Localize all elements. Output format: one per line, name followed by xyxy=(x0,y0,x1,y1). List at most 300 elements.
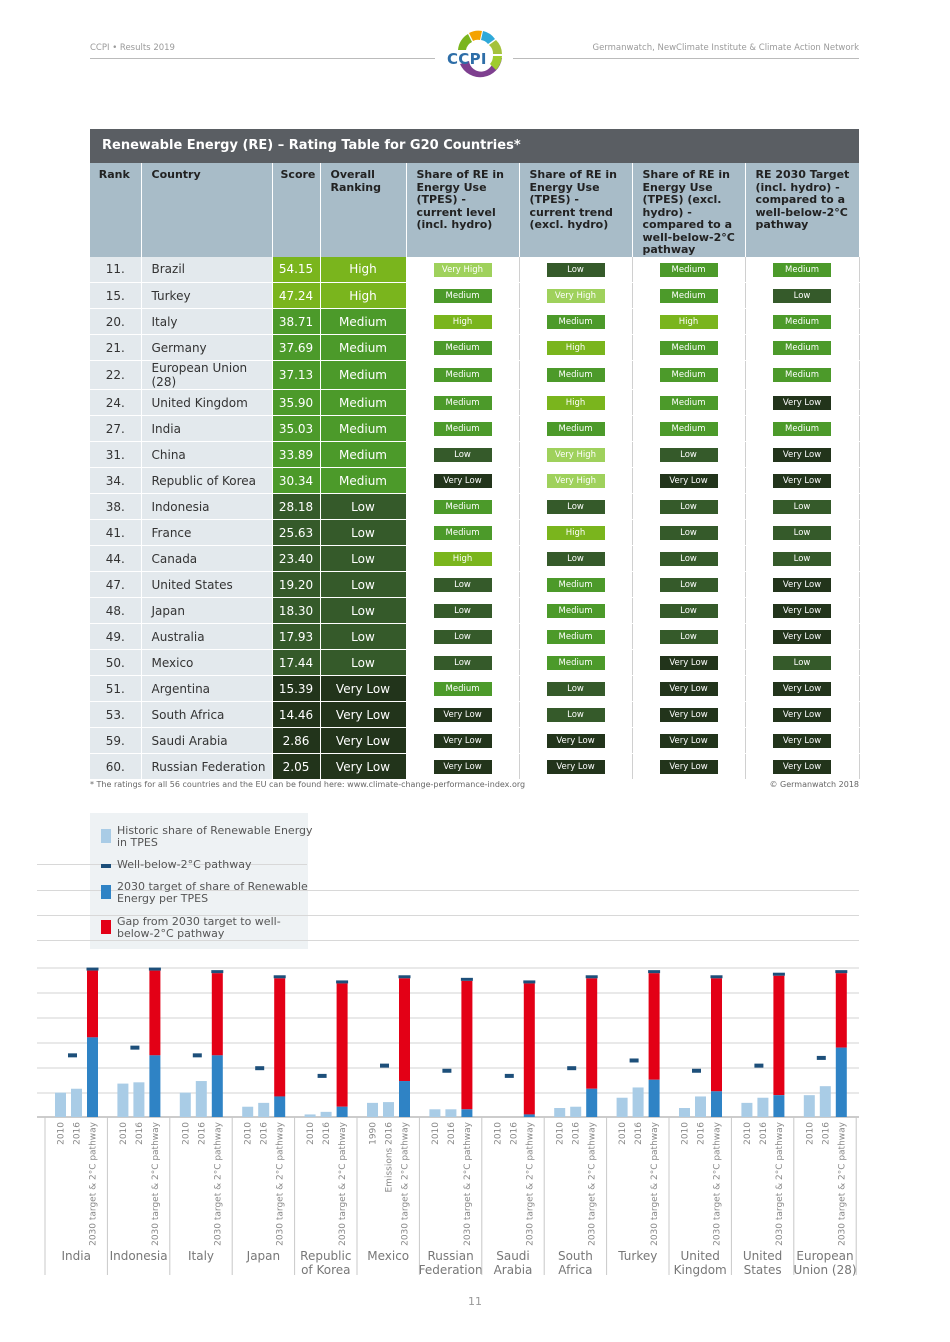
column-header: Score xyxy=(272,163,320,257)
pathway-marker xyxy=(68,1053,77,1057)
score-cell: 17.93 xyxy=(272,624,320,650)
rating-pill: Medium xyxy=(434,682,492,696)
overall-cell: Low xyxy=(320,494,406,520)
score-cell: 19.20 xyxy=(272,572,320,598)
score-cell: 15.39 xyxy=(272,676,320,702)
category-label: United xyxy=(680,1249,720,1263)
rank-cell: 11. xyxy=(90,257,141,283)
bar-label: 2016 xyxy=(134,1122,145,1145)
bar-historic-1 xyxy=(180,1093,191,1117)
category-label: Arabia xyxy=(493,1263,533,1277)
bar-gap xyxy=(87,971,98,1038)
legend-label: Gap from 2030 target to well-below-2°C pathway xyxy=(117,915,281,940)
rating-pill: Very Low xyxy=(660,734,718,748)
pathway-marker xyxy=(505,1074,514,1078)
column-header: Country xyxy=(141,163,272,257)
score-cell: 30.34 xyxy=(272,468,320,494)
rating-pill: Low xyxy=(773,656,831,670)
bar-label: 2010 xyxy=(430,1122,441,1145)
bar-gap xyxy=(524,983,535,1114)
bar-target xyxy=(649,1080,660,1117)
bar-historic-1 xyxy=(55,1093,66,1117)
table-footnote: * The ratings for all 56 countries and the EU can be found here: www.climate-change-performance-index.org xyxy=(90,780,526,789)
score-cell: 2.86 xyxy=(272,728,320,754)
bar-label: 2030 target & 2°C pathway xyxy=(462,1122,473,1246)
rating-pill: Very Low xyxy=(773,604,831,618)
score-cell: 38.71 xyxy=(272,309,320,335)
rank-cell: 60. xyxy=(90,754,141,780)
overall-cell: Low xyxy=(320,598,406,624)
score-cell: 28.18 xyxy=(272,494,320,520)
bar-label: 2030 target & 2°C pathway xyxy=(774,1122,785,1246)
country-cell: Brazil xyxy=(141,257,272,283)
bar-label: 2010 xyxy=(680,1122,691,1145)
rating-pill: Medium xyxy=(434,500,492,514)
rating-pill: Very Low xyxy=(773,682,831,696)
bar-historic-2 xyxy=(633,1087,644,1117)
rating-pill: Medium xyxy=(547,656,605,670)
rating-pill: High xyxy=(434,315,492,329)
bar-target xyxy=(773,1095,784,1117)
pathway-marker xyxy=(754,1064,763,1068)
column-header: Share of RE in Energy Use (TPES) (excl. hydro) - compared to a well-below-2°C pathway xyxy=(632,163,745,257)
pathway-cap xyxy=(835,970,847,973)
country-cell: Russian Federation xyxy=(141,754,272,780)
copyright: © Germanwatch 2018 xyxy=(769,780,859,789)
header-right-text: Germanwatch, NewClimate Institute & Climate Action Network xyxy=(592,43,859,53)
country-cell: Japan xyxy=(141,598,272,624)
rating-pill: Very Low xyxy=(434,734,492,748)
bar-label: 2010 xyxy=(555,1122,566,1145)
rating-pill: High xyxy=(434,552,492,566)
bar-label: 2010 xyxy=(742,1122,753,1145)
rating-pill: Low xyxy=(660,604,718,618)
rating-pill: Very High xyxy=(547,474,605,488)
legend-label: Well-below-2°C pathway xyxy=(117,858,252,871)
rank-cell: 44. xyxy=(90,546,141,572)
column-header: Overall Ranking xyxy=(320,163,406,257)
bar-label: 2030 target & 2°C pathway xyxy=(88,1122,99,1246)
rating-pill: Medium xyxy=(660,341,718,355)
rating-pill: Low xyxy=(434,656,492,670)
rating-pill: High xyxy=(660,315,718,329)
country-cell: Mexico xyxy=(141,650,272,676)
rating-pill: Medium xyxy=(547,422,605,436)
bar-label: 2016 xyxy=(634,1122,645,1145)
pathway-cap xyxy=(461,978,473,981)
country-cell: Germany xyxy=(141,335,272,361)
bar-label: 2016 xyxy=(758,1122,769,1145)
bar-target xyxy=(274,1096,285,1117)
bar-label: 2016 xyxy=(821,1122,832,1145)
rating-pill: Very Low xyxy=(434,474,492,488)
pathway-marker xyxy=(380,1064,389,1068)
pathway-cap xyxy=(711,975,723,978)
pathway-marker xyxy=(630,1058,639,1062)
rating-pill: Medium xyxy=(547,578,605,592)
rating-pill: Very Low xyxy=(660,474,718,488)
bar-label: 2010 xyxy=(243,1122,254,1145)
rating-pill: Very Low xyxy=(547,734,605,748)
bar-historic-1 xyxy=(554,1108,565,1117)
bar-label: 2010 xyxy=(618,1122,629,1145)
rating-pill: Medium xyxy=(660,263,718,277)
bar-target xyxy=(212,1055,223,1117)
column-header: RE 2030 Target (incl. hydro) - compared to a well-below-2°C pathway xyxy=(745,163,859,257)
bar-label: 2016 xyxy=(446,1122,457,1145)
bar-label: 2010 xyxy=(56,1122,67,1145)
pathway-marker xyxy=(567,1066,576,1070)
rank-cell: 50. xyxy=(90,650,141,676)
overall-cell: Medium xyxy=(320,361,406,390)
rating-pill: Medium xyxy=(660,396,718,410)
score-cell: 2.05 xyxy=(272,754,320,780)
category-label: Saudi xyxy=(496,1249,530,1263)
pathway-cap xyxy=(523,980,535,983)
bar-gap xyxy=(274,978,285,1096)
bar-label: 2030 target & 2°C pathway xyxy=(837,1122,848,1246)
score-cell: 17.44 xyxy=(272,650,320,676)
pathway-marker xyxy=(817,1056,826,1060)
bar-label: 2010 xyxy=(306,1122,317,1145)
overall-cell: High xyxy=(320,257,406,283)
rating-pill: Very Low xyxy=(773,448,831,462)
rating-pill: Low xyxy=(773,500,831,514)
bar-historic-2 xyxy=(695,1096,706,1117)
country-cell: Australia xyxy=(141,624,272,650)
rating-pill: Medium xyxy=(547,315,605,329)
bar-historic-2 xyxy=(570,1107,581,1117)
bar-historic-2 xyxy=(383,1102,394,1117)
bar-historic-1 xyxy=(617,1098,628,1117)
pathway-marker xyxy=(442,1069,451,1073)
column-header: Share of RE in Energy Use (TPES) - current level (incl. hydro) xyxy=(406,163,519,257)
rating-pill: Medium xyxy=(434,422,492,436)
rating-pill: Very Low xyxy=(773,734,831,748)
category-label: Kingdom xyxy=(673,1263,727,1277)
rank-cell: 31. xyxy=(90,442,141,468)
bar-label: 2016 xyxy=(509,1122,520,1145)
overall-cell: Low xyxy=(320,520,406,546)
rating-pill: Medium xyxy=(547,368,605,382)
overall-cell: Medium xyxy=(320,442,406,468)
pathway-cap xyxy=(336,980,348,983)
pathway-cap xyxy=(399,975,411,978)
rating-pill: Low xyxy=(660,526,718,540)
rating-pill: Low xyxy=(547,263,605,277)
header-left-text: CCPI • Results 2019 xyxy=(90,43,175,53)
country-cell: European Union (28) xyxy=(141,361,272,390)
score-cell: 37.13 xyxy=(272,361,320,390)
category-label: Italy xyxy=(187,1249,215,1263)
rating-pill: Medium xyxy=(434,526,492,540)
legend-label: 2030 target of share of Renewable Energy per TPES xyxy=(117,880,308,905)
country-cell: Turkey xyxy=(141,283,272,309)
category-label: of Korea xyxy=(301,1263,351,1277)
rank-cell: 41. xyxy=(90,520,141,546)
bar-historic-2 xyxy=(757,1098,768,1117)
category-label: India xyxy=(61,1249,91,1263)
pathway-marker xyxy=(130,1046,139,1050)
rating-pill: Medium xyxy=(773,315,831,329)
rank-cell: 21. xyxy=(90,335,141,361)
bar-label: 2030 target & 2°C pathway xyxy=(275,1122,286,1246)
bar-label: 2010 xyxy=(181,1122,192,1145)
rating-pill: Medium xyxy=(547,604,605,618)
rating-pill: Very High xyxy=(547,289,605,303)
rank-cell: 34. xyxy=(90,468,141,494)
bar-target xyxy=(524,1114,535,1117)
bar-gap xyxy=(212,973,223,1055)
score-cell: 18.30 xyxy=(272,598,320,624)
rating-pill: Medium xyxy=(773,368,831,382)
category-label: Russian xyxy=(427,1249,474,1263)
rating-pill: Very Low xyxy=(660,656,718,670)
bar-label: 1990 xyxy=(368,1122,379,1145)
pathway-cap xyxy=(586,975,598,978)
bar-target xyxy=(337,1107,348,1117)
bar-label: 2016 xyxy=(259,1122,270,1145)
rating-pill: Low xyxy=(660,448,718,462)
overall-cell: Very Low xyxy=(320,728,406,754)
rating-pill: Very Low xyxy=(773,630,831,644)
overall-cell: Medium xyxy=(320,390,406,416)
country-cell: Republic of Korea xyxy=(141,468,272,494)
category-label: Africa xyxy=(558,1263,593,1277)
overall-cell: Medium xyxy=(320,416,406,442)
bar-target xyxy=(836,1048,847,1117)
bar-label: 2016 xyxy=(197,1122,208,1145)
country-cell: Indonesia xyxy=(141,494,272,520)
bar-label: 2010 xyxy=(118,1122,129,1145)
rating-pill: Low xyxy=(434,448,492,462)
column-header: Rank xyxy=(90,163,141,257)
pathway-marker xyxy=(318,1074,327,1078)
table-title: Renewable Energy (RE) – Rating Table for G20 Countries* xyxy=(90,129,859,163)
rating-pill: High xyxy=(547,526,605,540)
rating-pill: Low xyxy=(434,630,492,644)
logo-text: CCPI xyxy=(447,50,487,68)
rating-pill: Medium xyxy=(434,396,492,410)
country-cell: United Kingdom xyxy=(141,390,272,416)
country-cell: United States xyxy=(141,572,272,598)
rating-pill: Low xyxy=(660,630,718,644)
overall-cell: Medium xyxy=(320,335,406,361)
bar-historic-1 xyxy=(429,1109,440,1117)
bar-historic-1 xyxy=(367,1103,378,1117)
category-label: States xyxy=(743,1263,782,1277)
bar-gap xyxy=(399,978,410,1081)
country-cell: Saudi Arabia xyxy=(141,728,272,754)
rating-pill: Very Low xyxy=(773,474,831,488)
overall-cell: Low xyxy=(320,624,406,650)
rating-pill: Low xyxy=(547,500,605,514)
bar-gap xyxy=(836,973,847,1048)
rank-cell: 15. xyxy=(90,283,141,309)
bar-label: 2030 target & 2°C pathway xyxy=(338,1122,349,1246)
bar-label: 2030 target & 2°C pathway xyxy=(400,1122,411,1246)
bar-label: 2016 xyxy=(72,1122,83,1145)
bar-historic-1 xyxy=(679,1108,690,1117)
rating-pill: High xyxy=(547,396,605,410)
rating-pill: Low xyxy=(660,578,718,592)
rank-cell: 53. xyxy=(90,702,141,728)
rating-pill: Very Low xyxy=(773,708,831,722)
column-header: Share of RE in Energy Use (TPES) - current trend (excl. hydro) xyxy=(519,163,632,257)
bar-label: 2030 target & 2°C pathway xyxy=(650,1122,661,1246)
rating-pill: High xyxy=(547,341,605,355)
bar-label: 2030 target & 2°C pathway xyxy=(587,1122,598,1246)
rating-pill: Low xyxy=(547,708,605,722)
rating-pill: Medium xyxy=(773,422,831,436)
rating-pill: Low xyxy=(773,289,831,303)
pathway-cap xyxy=(87,968,99,971)
rating-pill: Medium xyxy=(434,368,492,382)
bar-label: 2010 xyxy=(805,1122,816,1145)
category-label: Federation xyxy=(418,1263,483,1277)
bar-historic-1 xyxy=(117,1084,128,1117)
bar-historic-1 xyxy=(242,1107,253,1117)
rating-pill: Very Low xyxy=(434,708,492,722)
rating-pill: Very High xyxy=(434,263,492,277)
rank-cell: 27. xyxy=(90,416,141,442)
pathway-marker xyxy=(255,1066,264,1070)
rank-cell: 20. xyxy=(90,309,141,335)
rating-pill: Very Low xyxy=(434,760,492,774)
overall-cell: Medium xyxy=(320,468,406,494)
bar-historic-2 xyxy=(258,1103,269,1117)
score-cell: 35.03 xyxy=(272,416,320,442)
bar-target xyxy=(711,1091,722,1117)
rating-pill: Low xyxy=(660,500,718,514)
bar-historic-2 xyxy=(820,1086,831,1117)
overall-cell: Very Low xyxy=(320,676,406,702)
rating-pill: Very Low xyxy=(547,760,605,774)
rating-pill: Medium xyxy=(434,341,492,355)
overall-cell: High xyxy=(320,283,406,309)
bar-historic-2 xyxy=(133,1082,144,1117)
overall-cell: Low xyxy=(320,572,406,598)
overall-cell: Low xyxy=(320,546,406,572)
overall-cell: Very Low xyxy=(320,754,406,780)
rating-pill: Medium xyxy=(773,263,831,277)
rating-pill: Very High xyxy=(547,448,605,462)
category-label: Union (28) xyxy=(793,1263,857,1277)
bar-historic-1 xyxy=(804,1095,815,1117)
country-cell: France xyxy=(141,520,272,546)
bar-historic-1 xyxy=(741,1103,752,1117)
category-label: Indonesia xyxy=(109,1249,168,1263)
rating-pill: Very Low xyxy=(660,760,718,774)
rating-pill: Low xyxy=(547,682,605,696)
rank-cell: 47. xyxy=(90,572,141,598)
bar-gap xyxy=(586,978,597,1088)
page-number: 11 xyxy=(468,1295,482,1308)
pathway-marker xyxy=(193,1053,202,1057)
rating-pill: Low xyxy=(547,552,605,566)
bar-label: 2016 xyxy=(571,1122,582,1145)
pathway-cap xyxy=(648,970,660,973)
overall-cell: Very Low xyxy=(320,702,406,728)
score-cell: 47.24 xyxy=(272,283,320,309)
category-label: Turkey xyxy=(618,1249,658,1263)
country-cell: China xyxy=(141,442,272,468)
overall-cell: Low xyxy=(320,650,406,676)
bar-historic-1 xyxy=(305,1114,316,1117)
category-label: Republic xyxy=(300,1249,352,1263)
pathway-cap xyxy=(773,973,785,976)
rating-pill: Medium xyxy=(547,630,605,644)
bar-target xyxy=(87,1037,98,1117)
score-cell: 37.69 xyxy=(272,335,320,361)
bar-label: 2016 xyxy=(696,1122,707,1145)
score-cell: 25.63 xyxy=(272,520,320,546)
category-label: Mexico xyxy=(367,1249,410,1263)
bar-target xyxy=(461,1109,472,1117)
rank-cell: 22. xyxy=(90,361,141,390)
rating-pill: Very Low xyxy=(773,760,831,774)
rank-cell: 59. xyxy=(90,728,141,754)
country-cell: Argentina xyxy=(141,676,272,702)
category-label: South xyxy=(557,1249,593,1263)
bar-gap xyxy=(149,971,160,1056)
rating-pill: Very Low xyxy=(660,682,718,696)
bar-historic-2 xyxy=(71,1089,82,1117)
rating-pill: Very Low xyxy=(773,578,831,592)
rating-pill: Medium xyxy=(660,422,718,436)
score-cell: 14.46 xyxy=(272,702,320,728)
category-label: Japan xyxy=(246,1249,281,1263)
bar-label: 2030 target & 2°C pathway xyxy=(150,1122,161,1246)
rating-pill: Low xyxy=(434,604,492,618)
category-label: European xyxy=(796,1249,854,1263)
bar-historic-2 xyxy=(445,1109,456,1117)
rank-cell: 49. xyxy=(90,624,141,650)
pathway-cap xyxy=(149,968,161,971)
pathway-cap xyxy=(211,970,223,973)
overall-cell: Medium xyxy=(320,309,406,335)
bar-label: 2010 xyxy=(493,1122,504,1145)
rating-pill: Low xyxy=(773,526,831,540)
score-cell: 33.89 xyxy=(272,442,320,468)
bar-target xyxy=(586,1089,597,1117)
bar-gap xyxy=(711,978,722,1091)
rank-cell: 24. xyxy=(90,390,141,416)
bar-historic-2 xyxy=(196,1081,207,1117)
country-cell: Italy xyxy=(141,309,272,335)
score-cell: 35.90 xyxy=(272,390,320,416)
bar-target xyxy=(149,1055,160,1117)
rating-pill: Low xyxy=(660,552,718,566)
rating-pill: Very Low xyxy=(773,396,831,410)
rating-pill: Low xyxy=(773,552,831,566)
country-cell: Canada xyxy=(141,546,272,572)
bar-label: 2030 target & 2°C pathway xyxy=(213,1122,224,1246)
score-cell: 23.40 xyxy=(272,546,320,572)
bar-label: Emissions 2016 xyxy=(384,1122,395,1193)
country-cell: South Africa xyxy=(141,702,272,728)
bar-label: 2016 xyxy=(322,1122,333,1145)
bar-gap xyxy=(461,981,472,1109)
bar-historic-2 xyxy=(321,1112,332,1117)
rating-pill: Medium xyxy=(660,368,718,382)
legend-label: Historic share of Renewable Energy in TPES xyxy=(117,824,313,849)
bar-gap xyxy=(337,983,348,1106)
rating-pill: Medium xyxy=(434,289,492,303)
rating-pill: Medium xyxy=(660,289,718,303)
bar-target xyxy=(399,1081,410,1117)
bar-gap xyxy=(649,973,660,1080)
